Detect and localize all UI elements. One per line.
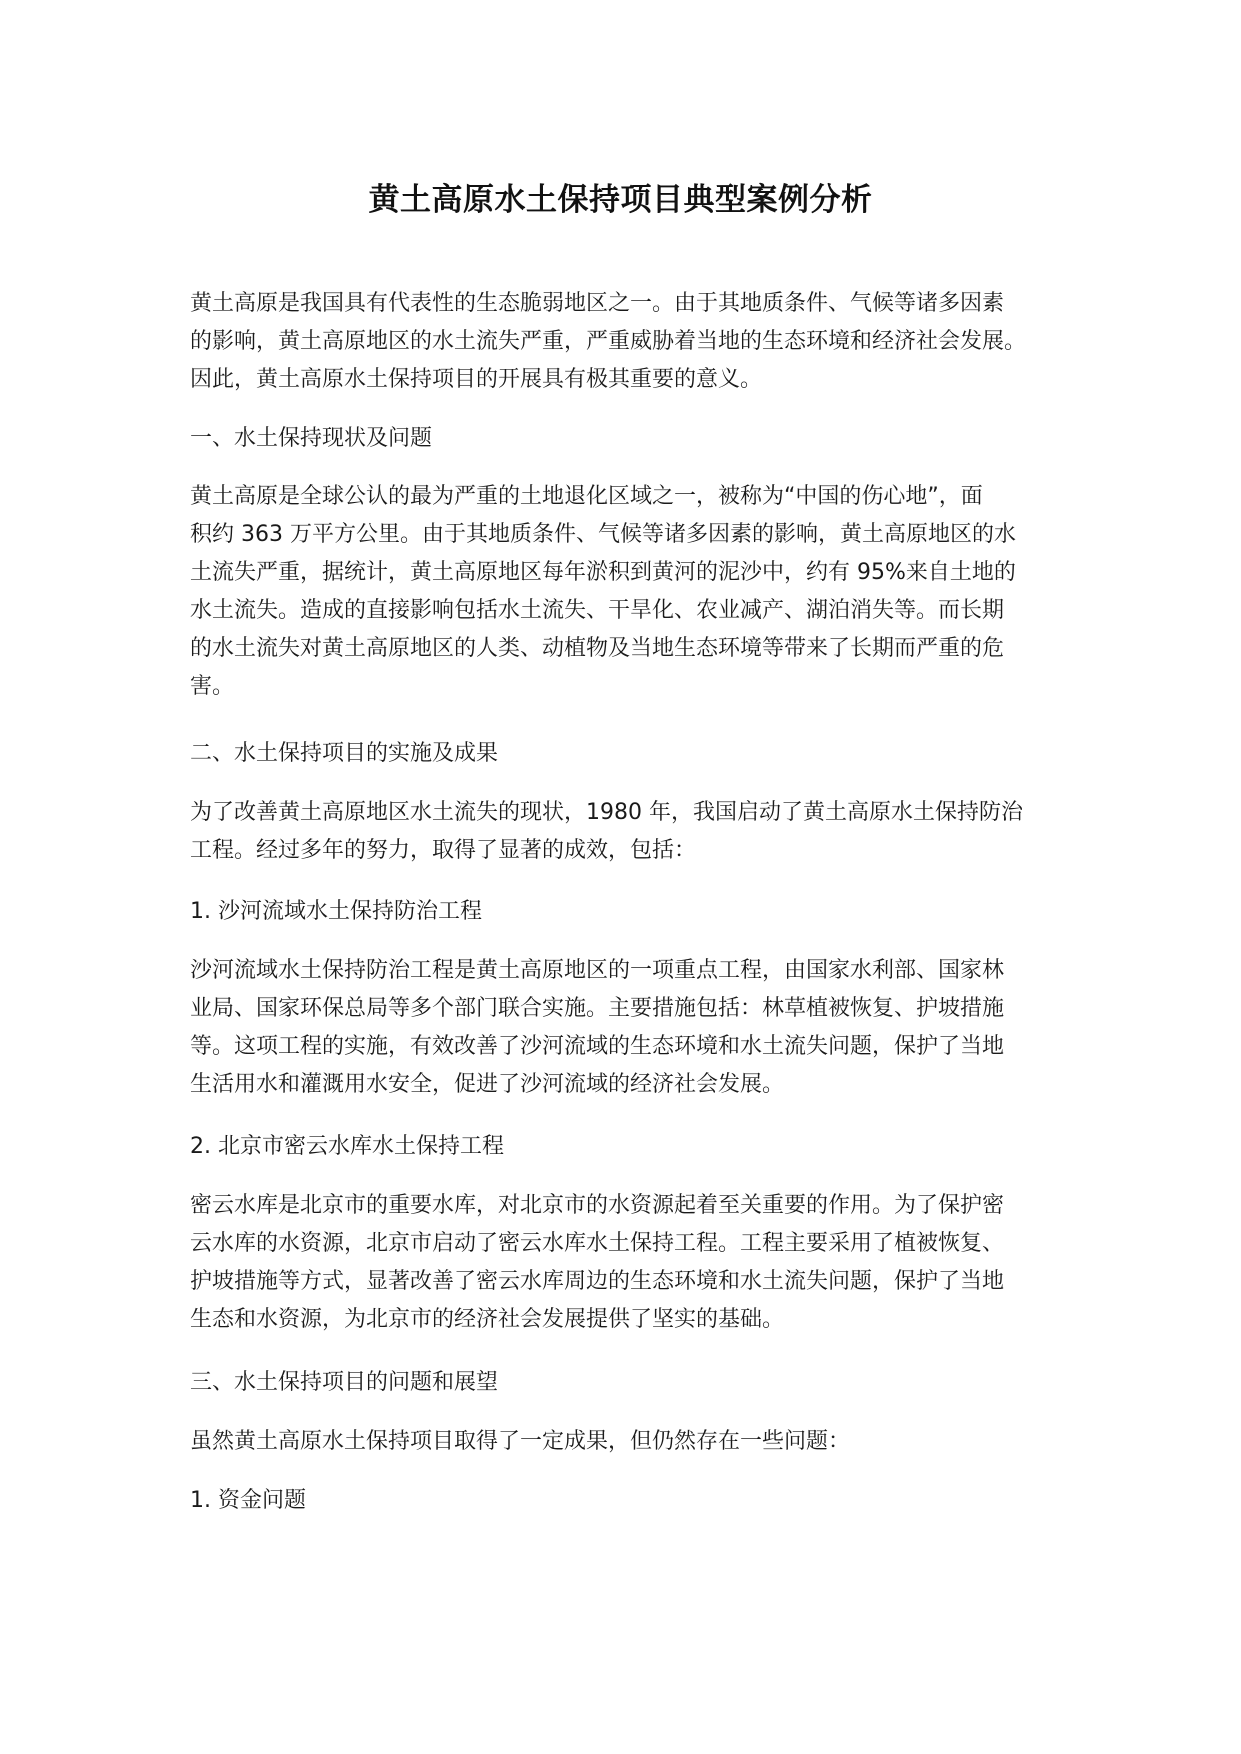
section-heading-3 — [190, 1364, 1085, 1402]
heading-text: 三、水土保持项目的问题和展望 — [190, 1370, 499, 1395]
paragraph-line: 等。这项工程的实施，有效改善了沙河流域的生态环境和水土流失问题，保护了当地 — [190, 1034, 1005, 1059]
paragraph-line: 黄土高原是全球公认的最为严重的土地退化区域之一，被称为“中国的伤心地”，面 — [190, 484, 983, 509]
section2-paragraph — [190, 794, 1085, 870]
paragraph-line: 生活用水和灌溉用水安全，促进了沙河流域的经济社会发展。 — [190, 1072, 785, 1097]
paragraph-line: 的影响，黄土高原地区的水土流失严重，严重威胁着当地的生态环境和经济社会发展。 — [190, 329, 1027, 354]
paragraph-line: 密云水库是北京市的重要水库，对北京市的水资源起着至关重要的作用。为了保护密 — [190, 1193, 1005, 1218]
paragraph-line: 土流失严重，据统计，黄土高原地区每年淤积到黄河的泥沙中，约有 95%来自土地的 — [190, 560, 1016, 585]
paragraph-line: 虽然黄土高原水土保持项目取得了一定成果，但仍然存在一些问题： — [190, 1429, 851, 1454]
paragraph-line: 黄土高原是我国具有代表性的生态脆弱地区之一。由于其地质条件、气候等诸多因素 — [190, 291, 1005, 316]
paragraph-line: 的水土流失对黄土高原地区的人类、动植物及当地生态环境等带来了长期而严重的危 — [190, 636, 1005, 661]
heading-text: 2. 北京市密云水库水土保持工程 — [190, 1134, 504, 1159]
case1-paragraph — [190, 952, 1085, 1104]
heading-text: 1. 资金问题 — [190, 1488, 306, 1513]
paragraph-line: 因此，黄土高原水土保持项目的开展具有极其重要的意义。 — [190, 367, 763, 392]
section-heading-1 — [190, 420, 1085, 458]
issue1-heading — [190, 1482, 1085, 1520]
document-title: 黄土高原水土保持项目典型案例分析 — [368, 182, 873, 218]
section3-paragraph — [190, 1423, 1085, 1461]
paragraph-line: 水土流失。造成的直接影响包括水土流失、干旱化、农业减产、湖泊消失等。而长期 — [190, 598, 1005, 623]
heading-text: 二、水土保持项目的实施及成果 — [190, 741, 499, 766]
paragraph-line: 业局、国家环保总局等多个部门联合实施。主要措施包括：林草植被恢复、护坡措施 — [190, 996, 1005, 1021]
heading-text: 一、水土保持现状及问题 — [190, 426, 433, 451]
paragraph-line: 工程。经过多年的努力，取得了显著的成效，包括： — [190, 838, 697, 863]
paragraph-line: 云水库的水资源，北京市启动了密云水库水土保持工程。工程主要采用了植被恢复、 — [190, 1231, 1005, 1256]
section1-paragraph — [190, 478, 1085, 706]
paragraph-line: 生态和水资源，为北京市的经济社会发展提供了坚实的基础。 — [190, 1307, 785, 1332]
intro-paragraph — [190, 285, 1085, 399]
paragraph-line: 为了改善黄土高原地区水土流失的现状，1980 年，我国启动了黄土高原水土保持防治 — [190, 800, 1023, 825]
section-heading-2 — [190, 735, 1085, 773]
paragraph-line: 护坡措施等方式，显著改善了密云水库周边的生态环境和水土流失问题，保护了当地 — [190, 1269, 1005, 1294]
paragraph-line: 沙河流域水土保持防治工程是黄土高原地区的一项重点工程，由国家水利部、国家林 — [190, 958, 1005, 983]
case2-heading — [190, 1128, 1085, 1166]
heading-text: 1. 沙河流域水土保持防治工程 — [190, 899, 482, 924]
case1-heading — [190, 893, 1085, 931]
paragraph-line: 积约 363 万平方公里。由于其地质条件、气候等诸多因素的影响，黄土高原地区的水 — [190, 522, 1016, 547]
paragraph-line: 害。 — [190, 674, 235, 699]
case2-paragraph — [190, 1187, 1085, 1339]
